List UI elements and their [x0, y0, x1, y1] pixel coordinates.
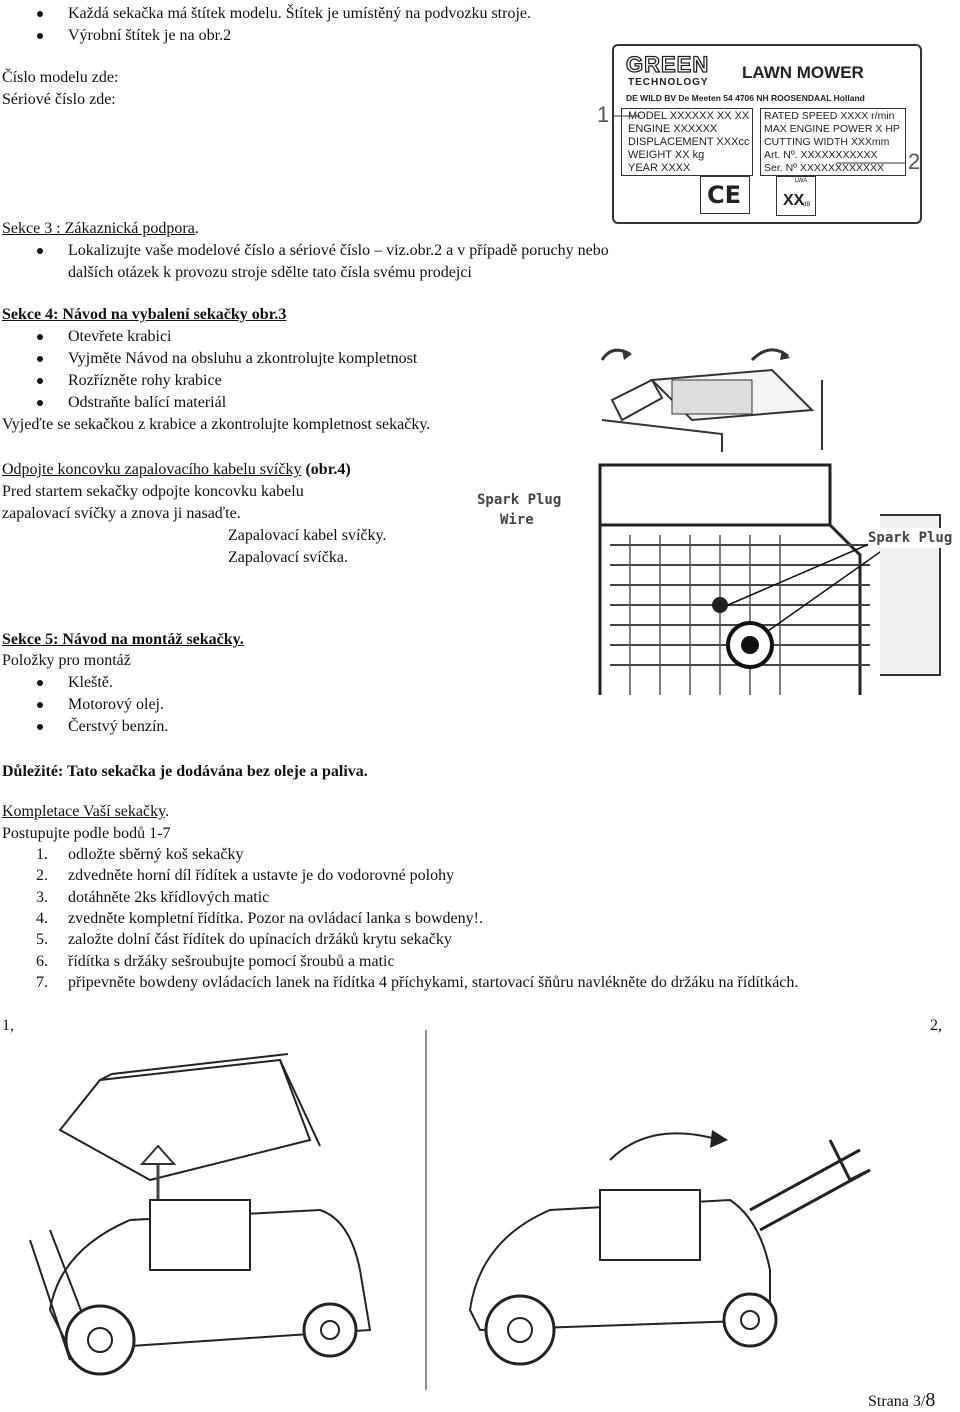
- bullet: [37, 702, 43, 708]
- step-number: 1.: [36, 846, 48, 863]
- sec4-after: Vyjeďte se sekačkou z krabice a zkontrolujte kompletnost sekačky.: [2, 416, 431, 433]
- spark-heading: Odpojte koncovku zapalovacího kabelu svíčky (obr.4): [2, 461, 351, 478]
- bullet: [37, 334, 43, 340]
- model-number-label: Číslo modelu zde:: [2, 69, 119, 86]
- spark-line-4: Zapalovací svíčka.: [228, 549, 348, 566]
- figure-divider: [424, 1030, 428, 1390]
- ce-mark: CE: [707, 181, 742, 209]
- spark-line-2: zapalovací svíčky a znova ji nasaďte.: [2, 505, 241, 522]
- fig-label-spark-wire-2: Wire: [500, 512, 534, 528]
- step-number: 6.: [36, 952, 48, 970]
- fig-label-spark-wire-1: Spark Plug: [477, 492, 562, 508]
- step-number: 3.: [36, 888, 48, 906]
- sec3-text-2: dalších otázek k provozu stroje sdělte tato čísla svému prodejci: [68, 264, 472, 281]
- plate-brand: GREEN: [626, 52, 710, 77]
- figure-1-label: 1,: [2, 1017, 14, 1034]
- mower-figure-2: [450, 1030, 900, 1390]
- noise-lwa: LWA: [795, 178, 808, 184]
- sec5-item-3: Čerstvý benzín.: [68, 718, 169, 735]
- noise-value: XX: [783, 192, 805, 209]
- step-text: zvedněte kompletní řídítka. Pozor na ovládací lanka s bowdeny!.: [68, 909, 483, 927]
- sec4-item-4: Odstraňte balící materiál: [68, 394, 227, 411]
- sec3-heading: Sekce 3 : Zákaznická podpora.: [2, 220, 199, 237]
- plate-year: YEAR XXXX: [628, 162, 691, 174]
- sec4-item-2: Vyjměte Návod na obsluhu a zkontrolujte kompletnost: [68, 350, 418, 367]
- sec5-item-1: Kleště.: [68, 674, 113, 691]
- plate-engine-power: MAX ENGINE POWER X HP: [764, 123, 900, 135]
- plate-rated-speed: RATED SPEED XXXX r/min: [764, 110, 895, 122]
- bullet: [37, 724, 43, 730]
- step-text: zdvedněte horní díl řídítek a ustavte je do vodorovné polohy: [68, 867, 455, 885]
- plate-serial-no: Ser. Nº XXXXXXXXXXXX: [764, 162, 884, 174]
- step-text: dotáhněte 2ks křídlových matic: [68, 888, 270, 906]
- plate-engine: ENGINE XXXXXX: [628, 123, 718, 135]
- serial-number-label: Sériové číslo zde:: [2, 91, 116, 108]
- engine-figure: [590, 455, 960, 695]
- sec5-sub: Položky pro montáž: [2, 652, 131, 669]
- plate-weight: WEIGHT XX kg: [628, 149, 705, 161]
- noise-unit: dB: [803, 202, 811, 208]
- step-text: založte dolní část řídítek do upínacích držáků krytu sekačky: [68, 931, 452, 949]
- step-number: 4.: [36, 909, 48, 927]
- step-text: řídítka s držáky sešroubujte pomocí šroubů a matic: [68, 952, 395, 970]
- sec5-heading: Sekce 5: Návod na montáž sekačky.: [2, 631, 244, 648]
- step-text: odložte sběrný koš sekačky: [68, 846, 244, 863]
- sec5-item-2: Motorový olej.: [68, 696, 164, 713]
- assembly-sub: Postupujte podle bodů 1-7: [2, 825, 171, 842]
- step-text: připevněte bowdeny ovládacích lanek na řídítka 4 příchykami, startovací šňůru navlékněte do držáku na řídítkách.: [68, 973, 799, 991]
- sec4-heading: Sekce 4: Návod na vybalení sekačky obr.3: [2, 306, 287, 323]
- sec4-item-1: Otevřete krabici: [68, 328, 172, 345]
- plate-brand-sub: TECHNOLOGY: [628, 77, 709, 88]
- plate-callout-lines: [0, 0, 960, 240]
- figure-2-label: 2,: [930, 1017, 942, 1034]
- plate-title: LAWN MOWER: [742, 63, 864, 82]
- assembly-heading: Kompletace Vaší sekačky.: [2, 803, 170, 820]
- sec5-important: Důležité: Tato sekačka je dodávána bez oleje a paliva.: [2, 763, 368, 780]
- plate-callout-1: 1: [597, 102, 610, 127]
- step-number: 7.: [36, 973, 48, 991]
- plate-displacement: DISPLACEMENT XXXcc: [628, 136, 750, 148]
- page-footer: Strana 3/8: [868, 1389, 936, 1411]
- plate-callout-2: 2: [908, 149, 921, 174]
- bullet: [37, 248, 43, 254]
- step-number: 5.: [36, 931, 48, 949]
- sec4-item-3: Rozřízněte rohy krabice: [68, 372, 222, 389]
- intro-line-1: Každá sekačka má štítek modelu. Štítek je umístěný na podvozku stroje.: [68, 5, 531, 22]
- fig-label-spark-plug: Spark Plug: [868, 530, 953, 546]
- bullet: [37, 356, 43, 362]
- spark-line-3: Zapalovací kabel svíčky.: [228, 527, 387, 544]
- plate-cutting-width: CUTTING WIDTH XXXmm: [764, 136, 890, 148]
- bullet: [37, 680, 43, 686]
- bullet: [37, 400, 43, 406]
- intro-line-2: Výrobní štítek je na obr.2: [68, 27, 232, 44]
- unboxing-figure: [592, 340, 852, 460]
- plate-art-no: Art. Nº. XXXXXXXXXXX: [764, 149, 878, 161]
- sec3-text-1: Lokalizujte vaše modelové číslo a sériové číslo – viz.obr.2 a v případě poruchy nebo: [68, 242, 609, 259]
- plate-address: DE WILD BV De Meeten 54 4706 NH ROOSENDAAL Holland: [626, 93, 865, 103]
- mower-figure-1: [10, 1030, 420, 1390]
- bullet: [37, 378, 43, 384]
- plate-model: MODEL XXXXXX XX XX: [628, 110, 750, 122]
- spark-line-1: Pred startem sekačky odpojte koncovku kabelu: [2, 483, 304, 500]
- step-number: 2.: [36, 867, 48, 885]
